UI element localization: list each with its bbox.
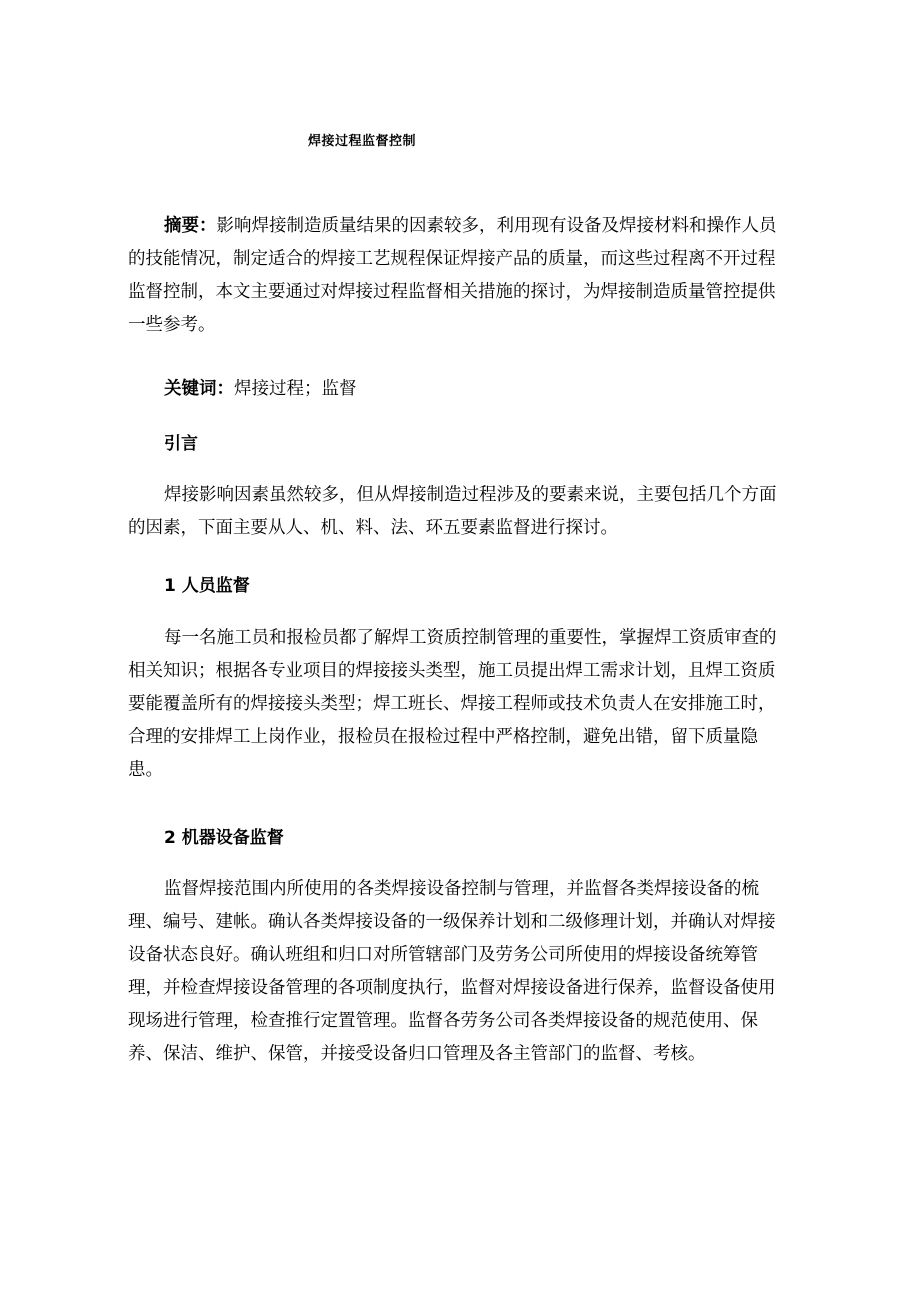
section-heading-intro: 引言 — [164, 434, 198, 454]
section-body-equipment — [128, 873, 788, 1071]
section-body-intro — [128, 479, 788, 545]
section-text-equipment: 监督焊接范围内所使用的各类焊接设备控制与管理，并监督各类焊接设备的梳理、编号、建帐。确认各类焊接设备的一级保养计划和二级修理计划，并确认对焊接设备状态良好。确认班组和归口对所管辖部门及劳务公司所使用的焊接设备统筹管理，并检查焊接设备管理的各项制度执行，监督对焊接设备进行保养，监督设备使用现场进行管理，检查推行定置管理。监督各劳务公司各类焊接设备的规范使用、保养、保洁、维护、保管，并接受设备归口管理及各主管部门的监督、考核。 — [128, 879, 776, 1064]
abstract-text: 影响焊接制造质量结果的因素较多，利用现有设备及焊接材料和操作人员的技能情况，制定适合的焊接工艺规程保证焊接产品的质量，而这些过程离不开过程监督控制，本文主要通过对焊接过程监督相关措施的探讨，为焊接制造质量管控提供一些参考。 — [128, 216, 777, 335]
section-heading-equipment: 2 机器设备监督 — [164, 828, 284, 848]
section-text-personnel: 每一名施工员和报检员都了解焊工资质控制管理的重要性，掌握焊工资质审查的相关知识；根据各专业项目的焊接接头类型，施工员提出焊工需求计划，且焊工资质要能覆盖所有的焊接接头类型；焊工班长、焊接工程师或技术负责人在安排施工时，合理的安排焊工上岗作业，报检员在报检过程中严格控制，避免出错，留下质量隐患。 — [128, 628, 777, 780]
keywords-label: 关键词： — [164, 379, 234, 399]
abstract-label: 摘要： — [164, 216, 217, 236]
abstract — [128, 210, 788, 342]
section-body-personnel — [128, 622, 788, 787]
document-title: 焊接过程监督控制 — [308, 134, 417, 149]
keywords-text: 焊接过程；监督 — [234, 379, 357, 399]
section-text-intro: 焊接影响因素虽然较多，但从焊接制造过程涉及的要素来说，主要包括几个方面的因素，下面主要从人、机、料、法、环五要素监督进行探讨。 — [128, 485, 777, 538]
keywords — [164, 376, 357, 402]
section-heading-personnel: 1 人员监督 — [164, 576, 250, 596]
